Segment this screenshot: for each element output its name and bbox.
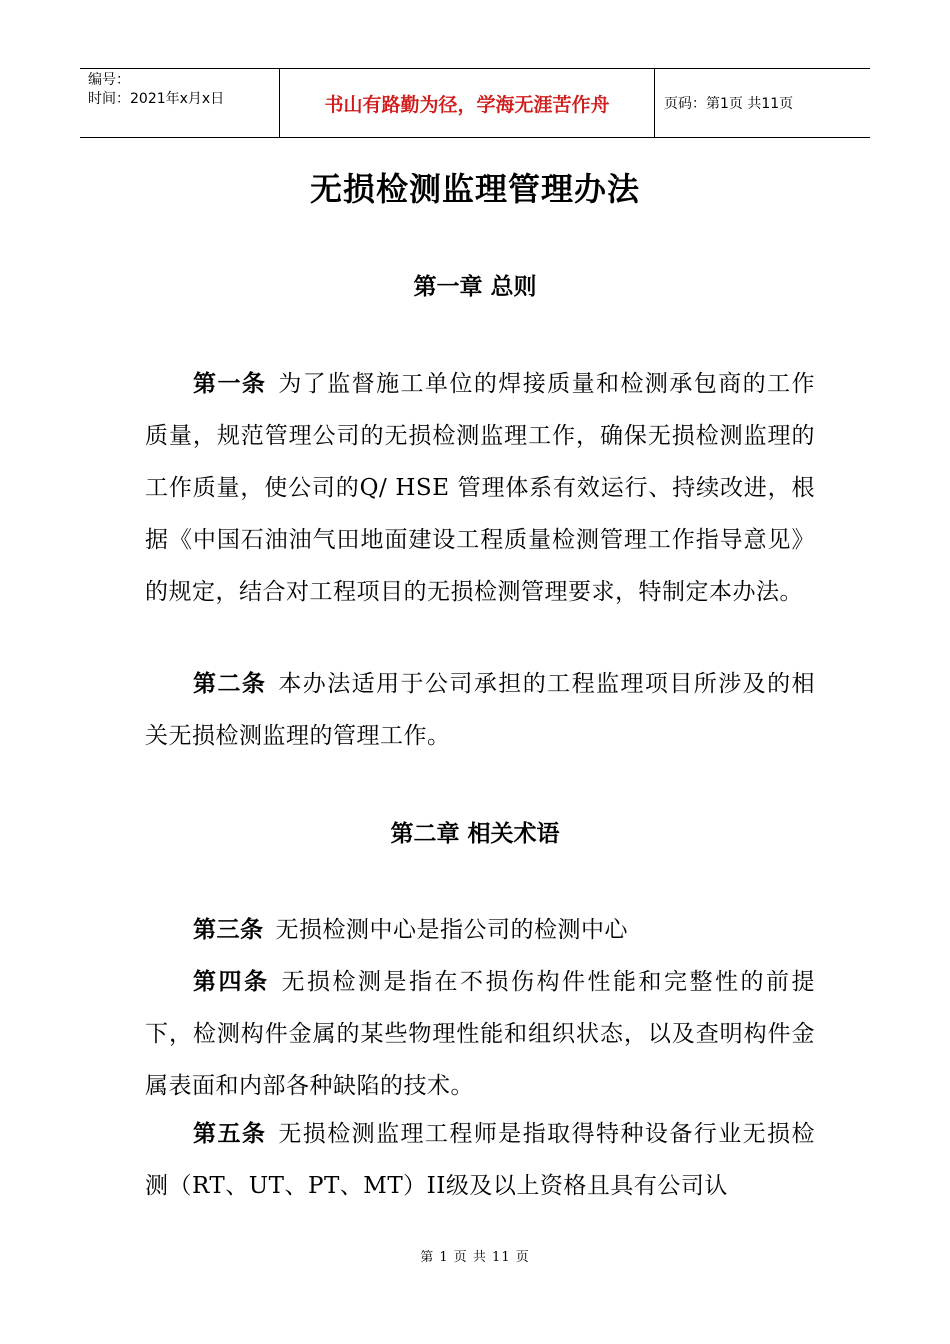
- chapter-heading: 第二章 相关术语: [390, 821, 560, 847]
- header-page-info: 页码：第1页 共11页: [664, 96, 794, 112]
- article-paragraph: [145, 956, 815, 1112]
- article-paragraph: [145, 1108, 815, 1212]
- page-footer: 第 1 页 共 11 页: [420, 1250, 530, 1265]
- article-paragraph: [145, 904, 815, 956]
- chapter-heading: 第一章 总则: [413, 274, 537, 300]
- article-label: 第四条: [193, 969, 270, 995]
- article-text: 无损检测中心是指公司的检测中心: [275, 917, 628, 943]
- document-time-label: 时间：2021年x月x日: [88, 91, 225, 107]
- header-meta-cell: [80, 69, 280, 137]
- document-number-label: 编号：: [88, 72, 130, 88]
- article-paragraph: [145, 358, 815, 618]
- document-title: 无损检测监理管理办法: [309, 170, 640, 208]
- header-table: [80, 68, 870, 138]
- article-text: 为了监督施工单位的焊接质量和检测承包商的工作质量，规范管理公司的无损检测监理工作，确保无损检测监理的工作质量，使公司的Q/ HSE 管理体系有效运行、持续改进，根据《中国石油油气田地面建设工程质量检测管理工作指导意见》的规定，结合对工程项目的无损检测管理要求，特制定本办法。: [145, 371, 815, 605]
- article-label: 第一条: [193, 371, 267, 397]
- article-label: 第二条: [193, 671, 267, 697]
- article-text: 本办法适用于公司承担的工程监理项目所涉及的相关无损检测监理的管理工作。: [145, 671, 815, 749]
- article-label: 第三条: [193, 917, 264, 943]
- article-label: 第五条: [193, 1121, 267, 1147]
- article-paragraph: [145, 658, 815, 762]
- article-text: 无损检测是指在不损伤构件性能和完整性的前提下，检测构件金属的某些物理性能和组织状态，以及查明构件金属表面和内部各种缺陷的技术。: [145, 969, 815, 1099]
- article-text: 无损检测监理工程师是指取得特种设备行业无损检测（RT、UT、PT、MT）II级及以上资格且具有公司认: [145, 1121, 815, 1199]
- header-motto: 书山有路勤为径，学海无涯苦作舟: [280, 69, 655, 137]
